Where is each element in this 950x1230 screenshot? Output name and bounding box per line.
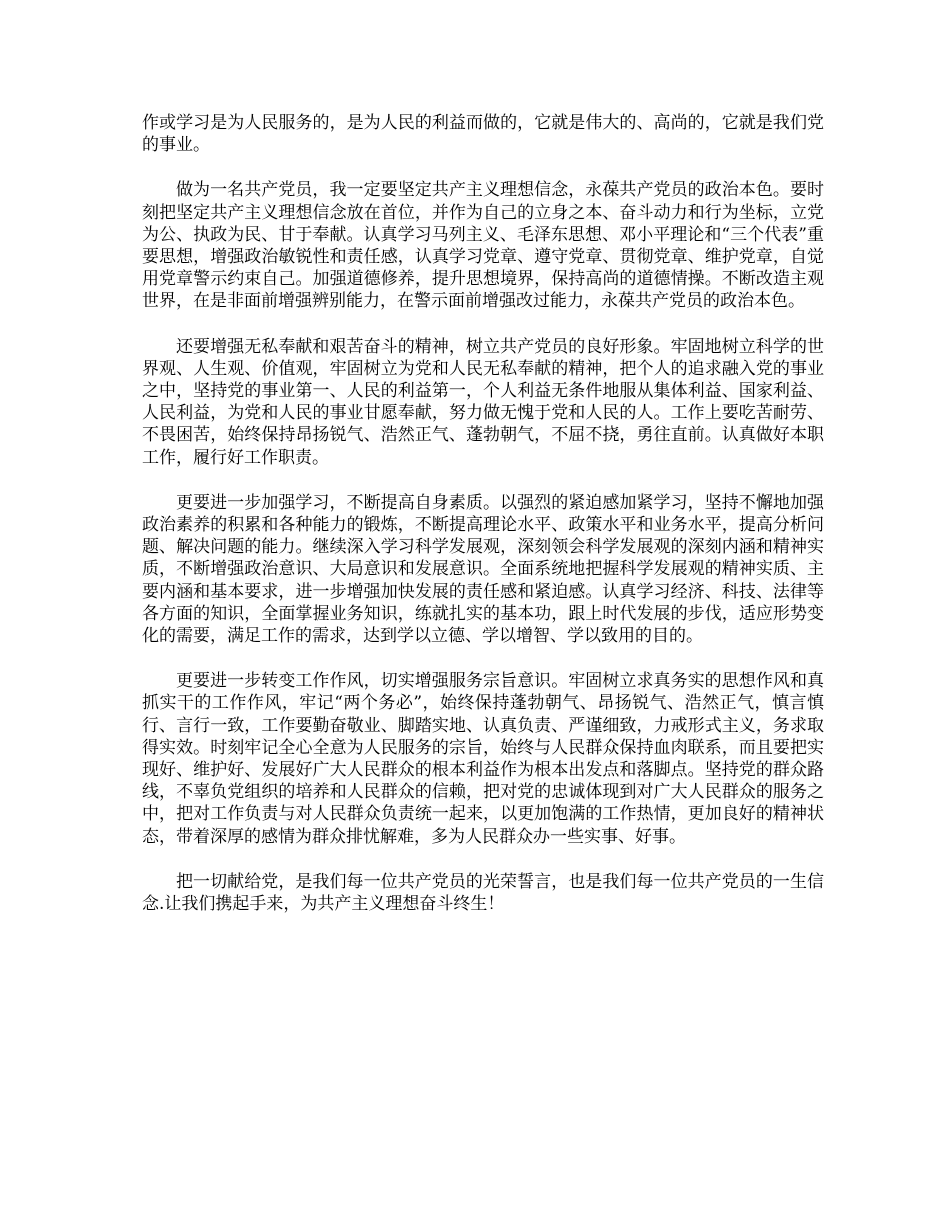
paragraph-conclusion: 把一切献给党，是我们每一位共产党员的光荣誓言，也是我们每一位共产党员的一生信念.让我们携起手来，为共产主义理想奋斗终生！ bbox=[142, 871, 824, 915]
paragraph-dedication: 还要增强无私奉献和艰苦奋斗的精神，树立共产党员的良好形象。牢固地树立科学的世界观、人生观、价值观，牢固树立为党和人民无私奉献的精神，把个人的追求融入党的事业之中，坚持党的事业第一、人民的利益第一，个人利益无条件地服从集体利益、国家利益、人民利益，为党和人民的事业甘愿奉献，努力做无愧于党和人民的人。工作上要吃苦耐劳、不畏困苦，始终保持昂扬锐气、浩然正气、蓬勃朝气，不屈不挠，勇往直前。认真做好本职工作，履行好工作职责。 bbox=[142, 336, 824, 468]
paragraph-study: 更要进一步加强学习，不断提高自身素质。以强烈的紧迫感加紧学习，坚持不懈地加强政治素养的积累和各种能力的锻炼，不断提高理论水平、政策水平和业务水平，提高分析问题、解决问题的能力。继续深入学习科学发展观，深刻领会科学发展观的深刻内涵和精神实质，不断增强政治意识、大局意识和发展意识。全面系统地把握科学发展观的精神实质、主要内涵和基本要求，进一步增强加快发展的责任感和紧迫感。认真学习经济、科技、法律等各方面的知识，全面掌握业务知识，练就扎实的基本功，跟上时代发展的步伐，适应形势变化的需要，满足工作的需求，达到学以立德、学以增智、学以致用的目的。 bbox=[142, 492, 824, 647]
document-page bbox=[142, 112, 824, 938]
paragraph-work-style: 更要进一步转变工作作风，切实增强服务宗旨意识。牢固树立求真务实的思想作风和真抓实干的工作作风，牢记“两个务必”，始终保持蓬勃朝气、昂扬锐气、浩然正气，慎言慎行、言行一致，工作要勤奋敬业、脚踏实地、认真负责、严谨细致，力戒形式主义，务求取得实效。时刻牢记全心全意为人民服务的宗旨，始终与人民群众保持血肉联系，而且要把实现好、维护好、发展好广大人民群众的根本利益作为根本出发点和落脚点。坚持党的群众路线，不辜负党组织的培养和人民群众的信赖，把对党的忠诚体现到对广大人民群众的服务之中，把对工作负责与对人民群众负责统一起来，以更加饱满的工作热情，更加良好的精神状态，带着深厚的感情为群众排忧解难，多为人民群众办一些实事、好事。 bbox=[142, 671, 824, 847]
paragraph-ideals: 做为一名共产党员，我一定要坚定共产主义理想信念，永葆共产党员的政治本色。要时刻把坚定共产主义理想信念放在首位，并作为自己的立身之本、奋斗动力和行为坐标，立党为公、执政为民、甘于奉献。认真学习马列主义、毛泽东思想、邓小平理论和“三个代表”重要思想，增强政治敏锐性和责任感，认真学习党章、遵守党章、贯彻党章、维护党章，自觉用党章警示约束自己。加强道德修养，提升思想境界，保持高尚的道德情操。不断改造主观世界，在是非面前增强辨别能力，在警示面前增强改过能力，永葆共产党员的政治本色。 bbox=[142, 180, 824, 312]
paragraph-continuation: 作或学习是为人民服务的，是为人民的利益而做的，它就是伟大的、高尚的，它就是我们党的事业。 bbox=[142, 113, 824, 156]
